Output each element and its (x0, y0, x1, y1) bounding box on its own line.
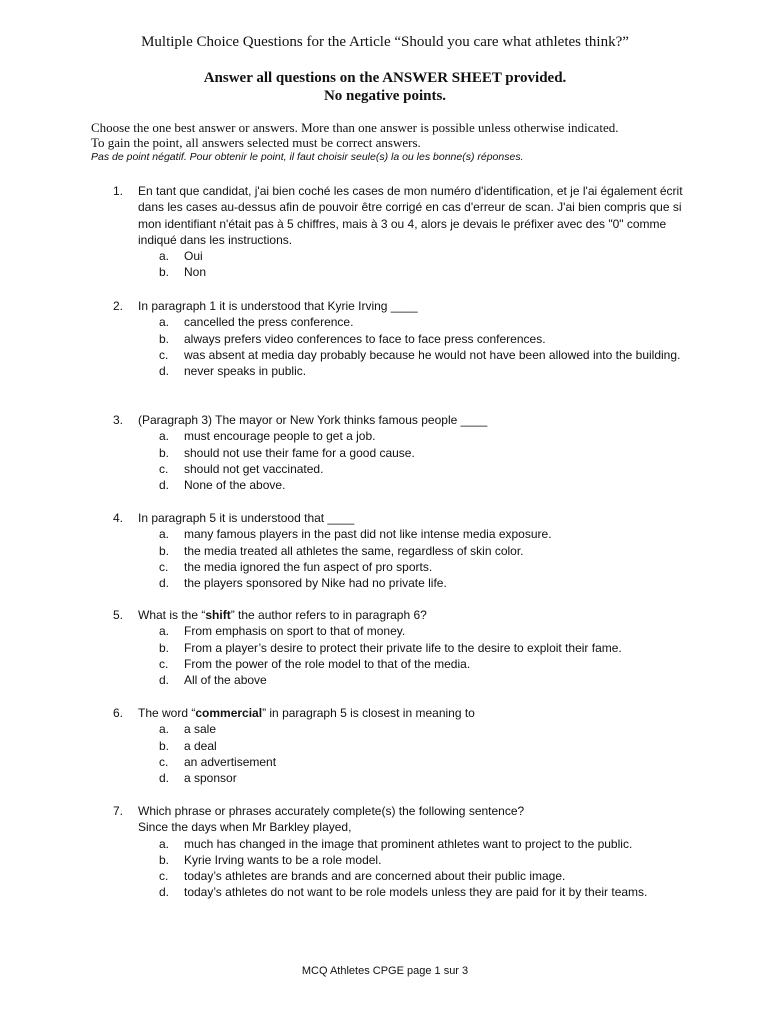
option-c (159, 559, 683, 575)
question-stem: In paragraph 5 it is understood that ____ (138, 511, 355, 525)
option-text: should not get vaccinated. (184, 461, 324, 476)
question-number: 2. (113, 299, 124, 313)
option-c (159, 868, 683, 884)
option-letter: d. (159, 478, 170, 493)
option-d (159, 672, 683, 688)
stem-keyword: commercial (195, 706, 263, 720)
intro-line-2: To gain the point, all answers selected must be correct answers. (91, 135, 421, 150)
option-letter: a. (159, 527, 170, 542)
option-text: never speaks in public. (184, 364, 307, 379)
option-d (159, 477, 683, 493)
option-b (159, 640, 683, 656)
option-text: many famous players in the past did not like intense media exposure. (184, 527, 552, 542)
option-text: should not use their fame for a good cause. (184, 445, 415, 460)
option-a (159, 623, 683, 639)
option-a (159, 248, 683, 264)
option-text: today’s athletes are brands and are concerned about their public image. (184, 869, 566, 884)
option-text: today’s athletes do not want to be role models unless they are paid for it by their teams. (184, 885, 648, 900)
option-text: a sale (184, 722, 217, 737)
option-d (159, 884, 683, 900)
option-list (113, 623, 683, 688)
stem-keyword: shift (205, 608, 231, 622)
option-c (159, 461, 683, 477)
option-text: a deal (184, 738, 217, 753)
option-letter: a. (159, 429, 170, 444)
question-7 (113, 803, 683, 901)
option-letter: b. (159, 445, 170, 460)
option-list (113, 836, 683, 901)
option-b (159, 543, 683, 559)
option-letter: c. (159, 656, 169, 671)
question-number: 3. (113, 413, 124, 427)
option-letter: c. (159, 559, 169, 574)
option-letter: a. (159, 315, 170, 330)
option-b (159, 445, 683, 461)
option-list (113, 314, 683, 379)
option-text: From a player’s desire to protect their private life to the desire to exploit their fame. (184, 640, 622, 655)
option-b (159, 852, 683, 868)
option-letter: d. (159, 771, 170, 786)
option-text: All of the above (184, 673, 267, 688)
option-text: always prefers video conferences to face to face press conferences. (184, 331, 546, 346)
option-text: cancelled the press conference. (184, 315, 354, 330)
option-d (159, 770, 683, 786)
option-text: From the power of the role model to that of the media. (184, 656, 471, 671)
option-letter: b. (159, 543, 170, 558)
option-text: was absent at media day probably because he would not have been allowed into the building. (184, 347, 681, 362)
option-b (159, 264, 683, 280)
question-stem: En tant que candidat, j'ai bien coché les cases de mon numéro d'identification, et je l'ai également écrit dans les cases au-dessus afin de pouvoir être corrigé en cas d'erreur de scan. J'ai bien compris que si mon identifiant n'était pas à 5 chiffres, mais à 3 ou 4, alors je devais le préfixer avec des "0" comme indiqué dans les instructions. (138, 184, 683, 247)
option-letter: d. (159, 885, 170, 900)
option-text: From emphasis on sport to that of money. (184, 624, 406, 639)
option-letter: a. (159, 249, 170, 264)
option-a (159, 836, 683, 852)
option-a (159, 314, 683, 330)
option-letter: d. (159, 673, 170, 688)
question-number: 5. (113, 608, 124, 622)
option-d (159, 575, 683, 591)
option-letter: c. (159, 869, 169, 884)
option-list (113, 526, 683, 591)
stem-text: The word “ (138, 706, 196, 720)
option-letter: b. (159, 265, 170, 280)
option-letter: c. (159, 347, 169, 362)
option-d (159, 363, 683, 379)
question-stem: Which phrase or phrases accurately complete(s) the following sentence? (138, 804, 525, 818)
instructions-line-2: No negative points. (323, 88, 447, 104)
option-letter: a. (159, 624, 170, 639)
option-list (113, 428, 683, 493)
option-text: a sponsor (184, 771, 237, 786)
option-text: Oui (184, 249, 203, 264)
instructions-heading (0, 69, 770, 105)
page-footer: MCQ Athletes CPGE page 1 sur 3 (301, 965, 469, 977)
question-2 (113, 298, 683, 379)
question-stem: (Paragraph 3) The mayor or New York thinks famous people ____ (138, 413, 488, 427)
option-b (159, 738, 683, 754)
question-stem: In paragraph 1 it is understood that Kyrie Irving ____ (138, 299, 418, 313)
option-letter: b. (159, 640, 170, 655)
stem-text: What is the “ (138, 608, 206, 622)
option-letter: d. (159, 364, 170, 379)
stem-text: ” the author refers to in paragraph 6? (230, 608, 427, 622)
question-stem-continuation: Since the days when Mr Barkley played, (138, 820, 352, 835)
question-stem (138, 705, 683, 721)
intro-instructions (91, 120, 691, 165)
option-text: Kyrie Irving wants to be a role model. (184, 852, 382, 867)
intro-line-1: Choose the one best answer or answers. More than one answer is possible unless otherwise indicated. (91, 120, 619, 135)
option-a (159, 526, 683, 542)
option-letter: c. (159, 754, 169, 769)
question-5 (113, 607, 683, 688)
question-number: 1. (113, 184, 124, 198)
stem-text: ” in paragraph 5 is closest in meaning to (262, 706, 475, 720)
option-text: must encourage people to get a job. (184, 429, 376, 444)
option-c (159, 754, 683, 770)
option-letter: b. (159, 331, 170, 346)
question-1 (113, 183, 683, 281)
option-letter: b. (159, 852, 170, 867)
option-list (113, 248, 683, 281)
option-b (159, 331, 683, 347)
page-title: Multiple Choice Questions for the Article “Should you care what athletes think?” (141, 34, 629, 50)
question-number: 6. (113, 706, 124, 720)
option-letter: c. (159, 461, 169, 476)
option-text: Non (184, 265, 207, 280)
option-c (159, 656, 683, 672)
question-3 (113, 412, 683, 493)
question-6 (113, 705, 683, 786)
intro-french-note: Pas de point négatif. Pour obtenir le point, il faut choisir seule(s) la ou les bonne(s) réponses. (91, 151, 524, 163)
instructions-line-1: Answer all questions on the ANSWER SHEET provided. (203, 70, 567, 86)
option-text: the media treated all athletes the same, regardless of skin color. (184, 543, 524, 558)
option-list (113, 721, 683, 786)
option-letter: a. (159, 836, 170, 851)
option-a (159, 721, 683, 737)
question-number: 4. (113, 511, 124, 525)
option-text: much has changed in the image that prominent athletes want to project to the public. (184, 836, 633, 851)
option-letter: a. (159, 722, 170, 737)
question-number: 7. (113, 804, 124, 818)
option-letter: b. (159, 738, 170, 753)
question-4 (113, 510, 683, 591)
option-text: the media ignored the fun aspect of pro sports. (184, 559, 433, 574)
option-letter: d. (159, 576, 170, 591)
option-c (159, 347, 683, 363)
question-stem (138, 607, 683, 623)
option-text: the players sponsored by Nike had no private life. (184, 576, 447, 591)
option-text: an advertisement (184, 754, 277, 769)
option-a (159, 428, 683, 444)
option-text: None of the above. (184, 478, 286, 493)
